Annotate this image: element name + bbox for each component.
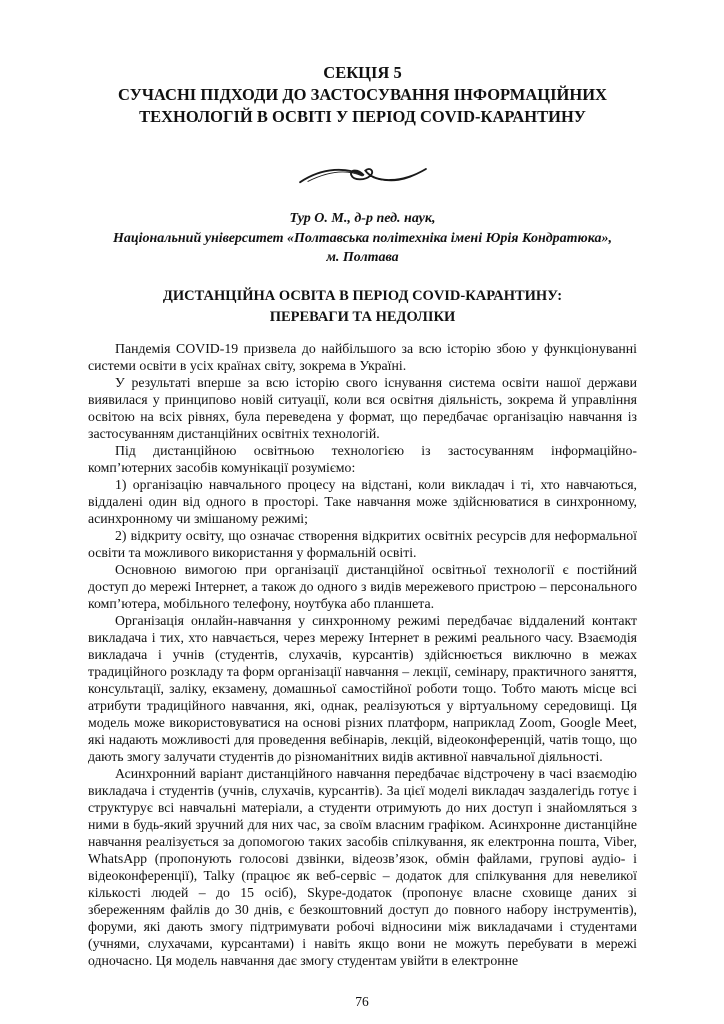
divider-ornament [88,161,637,191]
paragraph: У результаті вперше за всю історію свого існування система освіти нашої держави виявилася у принципово новій ситуації, коли вся освітня діяльність, зокрема й управління освітою на всіх рівнях, була переведена у формат, що передбачає організацію навчання із застосуванням дистанційних освітніх технологій. [88,375,637,442]
paragraph: 2) відкриту освіту, що означає створення відкритих освітніх ресурсів для неформальної освіти та можливого використання у формальній освіті. [88,528,637,561]
section-label: СЕКЦІЯ 5 [323,63,402,82]
flourish-ornament-icon [297,161,429,191]
paragraph: 1) організацію навчального процесу на відстані, коли викладач і ті, хто навчаються, віддалені один від одного в просторі. Таке навчання може здійснюватися в синхронному, асинхронному чи змішаному режимі; [88,477,637,527]
author-city: м. Полтава [326,250,399,266]
article-body [88,340,637,969]
paragraph: Асинхронний варіант дистанційного навчання передбачає відстрочену в часі взаємодію викладача і студентів (учнів, слухачів, курсантів). За цієї моделі викладач заздалегідь готує і структурує всі навчальні матеріали, а студенти отримують до них доступ і знайомляться з ними в будь-який зручний для них час, за своїм власним графіком. Асинхронне дистанційне навчання реалізується за допомогою таких засобів спілкування, як електронна пошта, Viber, WhatsApp (пропонують голосові дзвінки, відеозв’язок, обмін файлами, групові аудіо- і відеоконференції), Talky (працює як веб-сервіс – додаток для спілкування для невеликої кількості людей – до 15 осіб), Skype-додаток (пропонує власне сховище даних зі збереженням файлів до 30 днів, є безкоштовний доступ до повного набору інструментів), форуми, які дають змогу підтримувати робочі відносини між викладачами і студентами (учнями, слухачами, курсантами) і навіть якщо вони не можуть перебувати в мережі одночасно. Ця модель навчання дає змогу студентам увійти в електронне [88,766,637,969]
author-name: Тур О. М., д-р пед. наук, [289,211,436,227]
page-number: 76 [355,994,369,1009]
section-title: СУЧАСНІ ПІДХОДИ ДО ЗАСТОСУВАННЯ ІНФОРМАЦІЙНИХ ТЕХНОЛОГІЙ В ОСВІТІ У ПЕРІОД COVID-КАРАНТИНУ [118,84,607,126]
article-title-line-2: ПЕРЕВАГИ ТА НЕДОЛІКИ [269,309,456,326]
article-title [88,286,637,328]
article-title-line-1: ДИСТАНЦІЙНА ОСВІТА В ПЕРІОД COVID-КАРАНТИНУ: [162,288,563,305]
paragraph: Під дистанційною освітньою технологією із застосуванням інформаційно-комп’ютерних засобів комунікації розуміємо: [88,443,637,476]
section-heading [88,62,637,127]
paragraph: Організація онлайн-навчання у синхронному режимі передбачає віддалений контакт викладача і тих, хто навчається, через мережу Інтернет в режимі реального часу. Взаємодія викладача і учнів (студентів, слухачів, курсантів) здійснюється виключно в межах традиційного розкладу та форм організації навчання – лекції, семінару, практичного заняття, консультації, заліку, екзамену, домашньої самостійної роботи тощо. Тобто мають місце всі атрибути традиційного навчання, які, однак, реалізуються у віртуальному середовищі. Ця модель може використовуватися на основі різних платформ, наприклад Zoom, Google Meet, які надають можливості для проведення вебінарів, лекцій, відеоконференцій, чатів тощо, що дають змогу залучати студентів до різноманітних видів активної навчальної діяльності. [88,613,637,765]
paragraph: Пандемія COVID-19 призвела до найбільшого за всю історію збою у функціонуванні системи освіти в усіх країнах світу, зокрема в Україні. [88,341,637,374]
paragraph: Основною вимогою при організації дистанційної освітньої технології є постійний доступ до мережі Інтернет, а також до одного з видів мережевого пристрою – персонального комп’ютера, мобільного телефону, ноутбука або планшета. [88,562,637,612]
author-affiliation: Національний університет «Полтавська політехніка імені Юрія Кондратюка», [112,230,613,246]
author-block [88,209,637,268]
